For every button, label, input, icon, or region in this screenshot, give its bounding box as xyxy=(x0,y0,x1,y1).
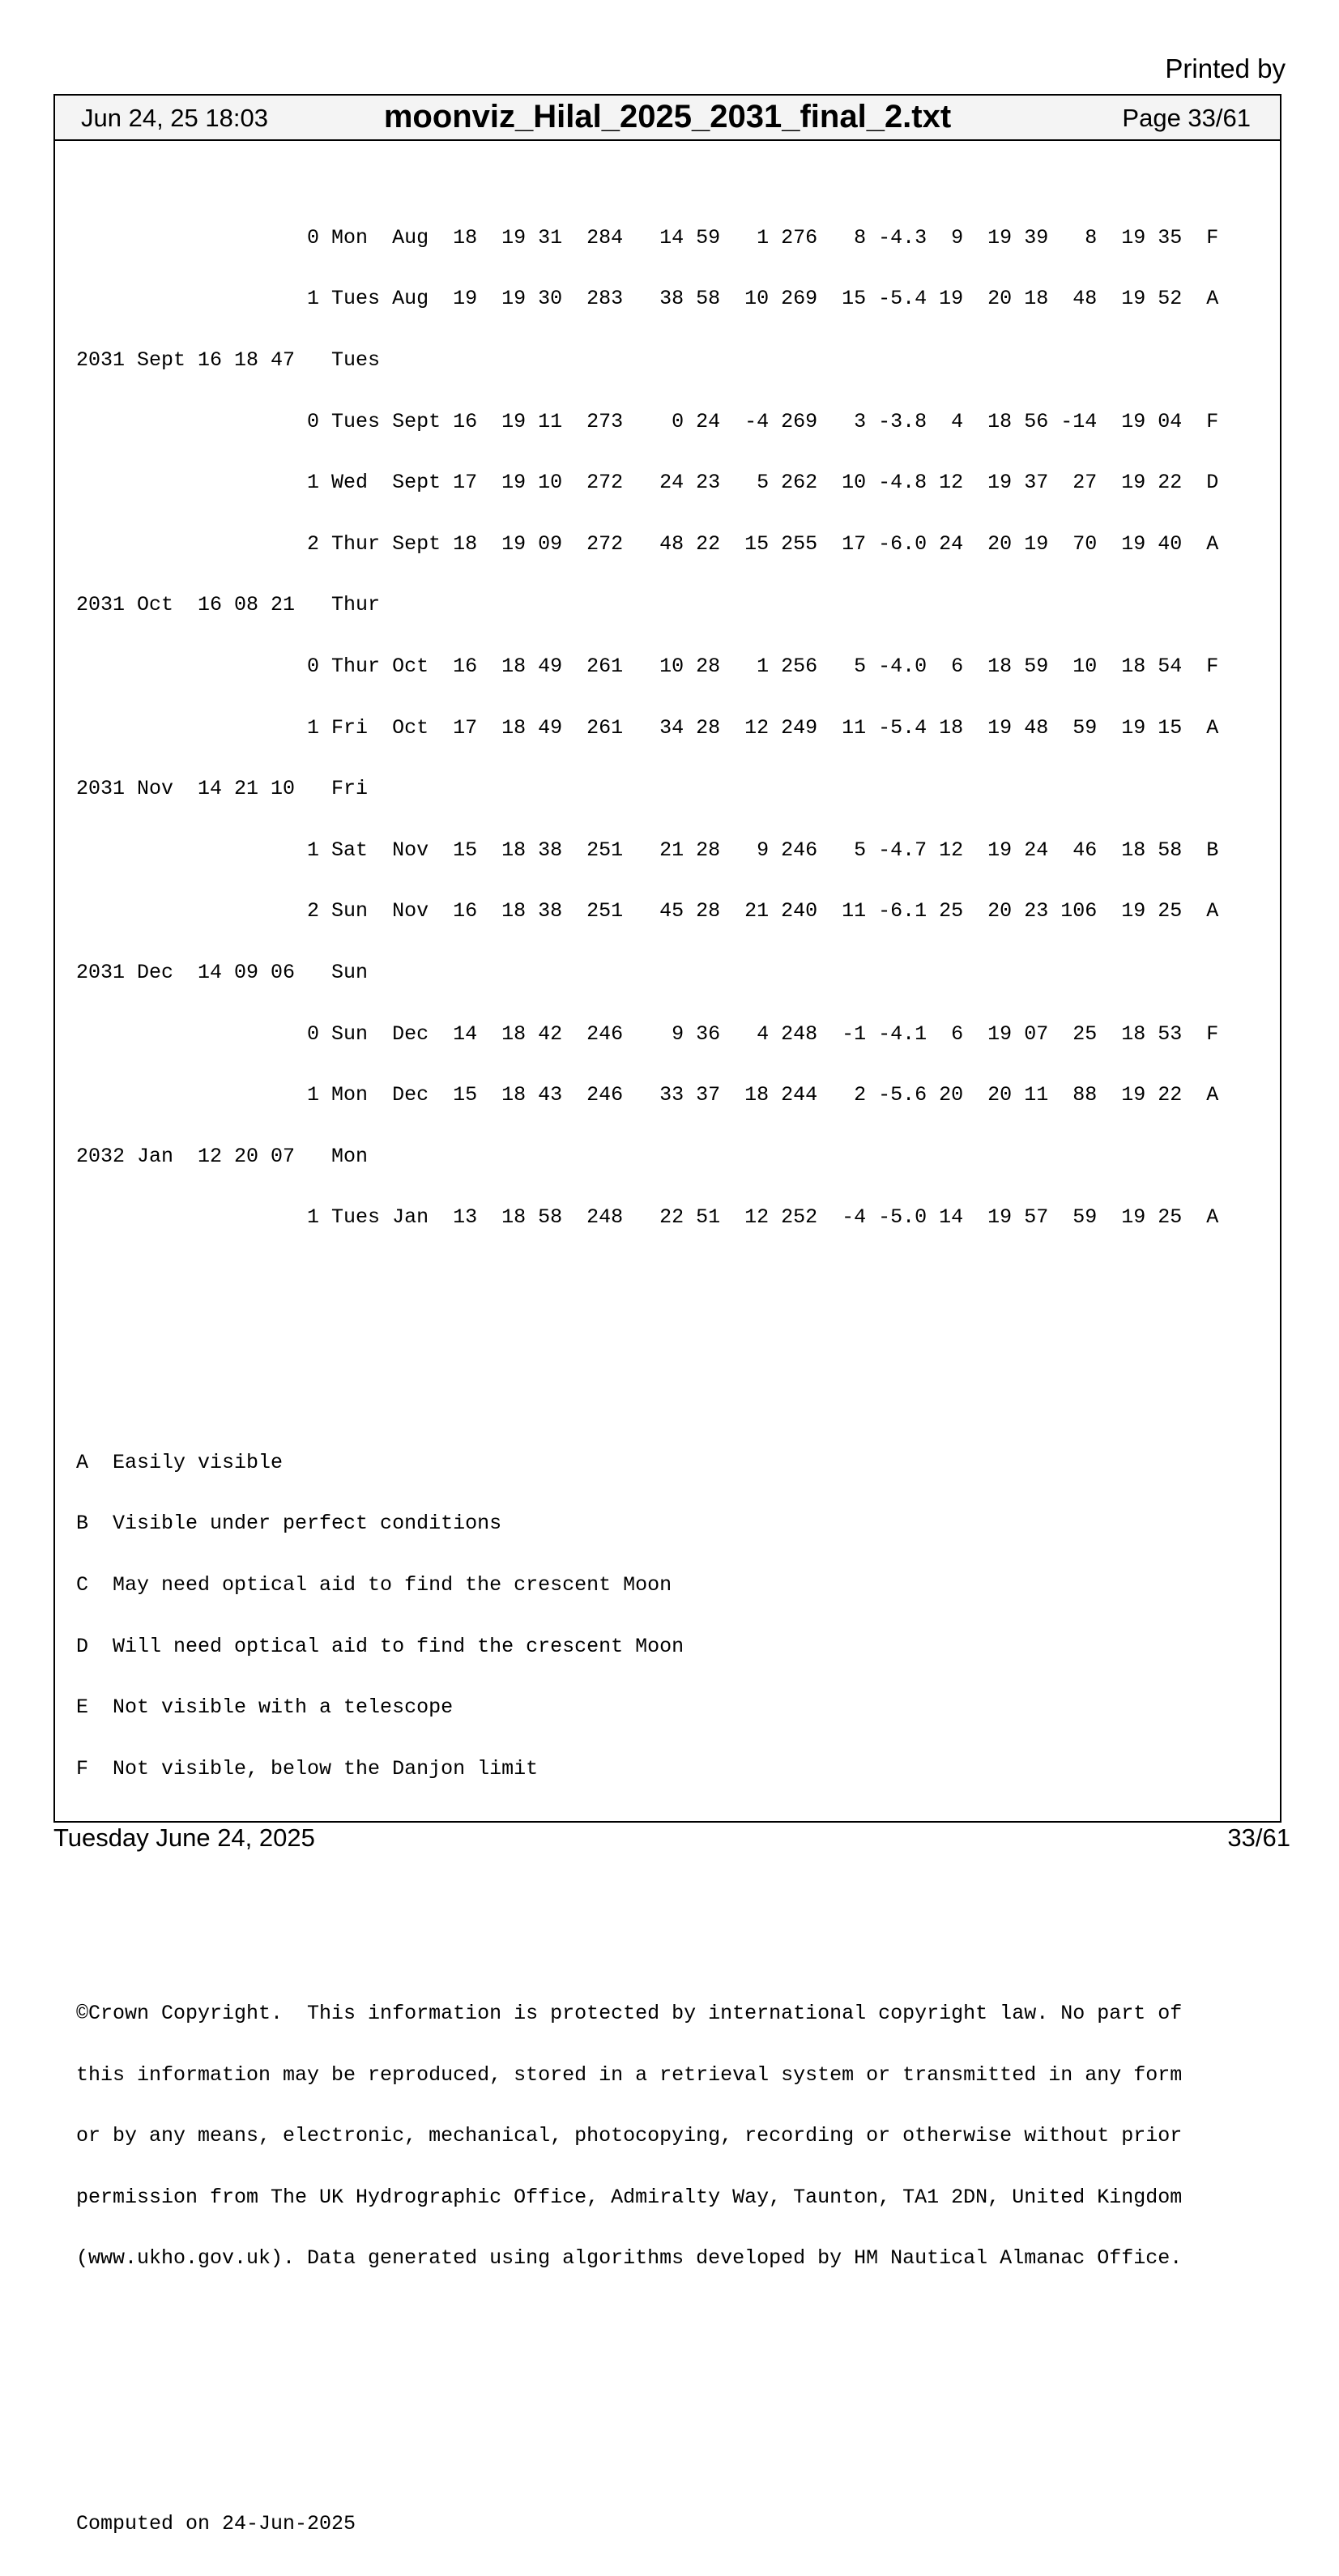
spacer xyxy=(76,1330,1264,1350)
spacer xyxy=(76,1881,1264,1901)
legend-line: C May need optical aid to find the crescent Moon xyxy=(76,1572,672,1597)
table-line: 1 Sat Nov 15 18 38 251 21 28 9 246 5 -4.7 12 19 24 46 18 58 B xyxy=(76,838,1219,862)
visibility-legend xyxy=(76,1411,1264,1819)
table-line: 1 Tues Jan 13 18 58 248 22 51 12 252 -4 -5.0 14 19 57 59 19 25 A xyxy=(76,1205,1219,1230)
legend-line: F Not visible, below the Danjon limit xyxy=(76,1756,539,1781)
table-line: 1 Wed Sept 17 19 10 272 24 23 5 262 10 -4.8 12 19 37 27 19 22 D xyxy=(76,471,1219,495)
footer-date: Tuesday June 24, 2025 xyxy=(53,1823,315,1852)
legend-line: D Will need optical aid to find the crescent Moon xyxy=(76,1634,684,1658)
copyright-line: or by any means, electronic, mechanical, photocopying, recording or otherwise without prior xyxy=(76,2124,1183,2148)
table-line: 0 Thur Oct 16 18 49 261 10 28 1 256 5 -4.0 6 18 59 10 18 54 F xyxy=(76,654,1219,678)
header-timestamp: Jun 24, 25 18:03 xyxy=(81,104,268,132)
table-line: 0 Sun Dec 14 18 42 246 9 36 4 248 -1 -4.1 6 19 07 25 18 53 F xyxy=(76,1021,1219,1046)
table-line: 0 Mon Aug 18 19 31 284 14 59 1 276 8 -4.3 9 19 39 8 19 35 F xyxy=(76,225,1219,249)
data-table xyxy=(76,186,1264,1269)
document-body xyxy=(76,146,1264,2575)
page-header xyxy=(55,96,1280,141)
table-line: 2032 Jan 12 20 07 Mon xyxy=(76,1144,369,1168)
table-line: 1 Tues Aug 19 19 30 283 38 58 10 269 15 -5.4 19 20 18 48 19 52 A xyxy=(76,287,1219,311)
table-line: 1 Fri Oct 17 18 49 261 34 28 12 249 11 -5.4 18 19 48 59 19 15 A xyxy=(76,715,1219,740)
copyright-line: permission from The UK Hydrographic Office, Admiralty Way, Taunton, TA1 2DN, United Kingdom xyxy=(76,2185,1183,2209)
legend-line: A Easily visible xyxy=(76,1450,284,1474)
table-line: 2031 Dec 14 09 06 Sun xyxy=(76,960,369,984)
spacer xyxy=(76,2432,1264,2452)
computed-on-text: Computed on 24-Jun-2025 xyxy=(76,2512,356,2536)
legend-line: B Visible under perfect conditions xyxy=(76,1512,502,1536)
table-line: 0 Tues Sept 16 19 11 273 0 24 -4 269 3 -3.8 4 18 56 -14 19 04 F xyxy=(76,409,1219,433)
copyright-line: (www.ukho.gov.uk). Data generated using algorithms developed by HM Nautical Almanac Office. xyxy=(76,2246,1183,2271)
table-line: 2031 Oct 16 08 21 Thur xyxy=(76,593,381,617)
copyright-notice xyxy=(76,1963,1264,2309)
header-page-number: Page 33/61 xyxy=(1122,104,1251,132)
printed-by-label: Printed by xyxy=(1165,53,1286,83)
table-line: 2031 Sept 16 18 47 Tues xyxy=(76,348,381,372)
file-title: moonviz_Hilal_2025_2031_final_2.txt xyxy=(383,99,952,134)
table-line: 2 Sun Nov 16 18 38 251 45 28 21 240 11 -6.1 25 20 23 106 19 25 A xyxy=(76,899,1219,923)
table-line: 2031 Nov 14 21 10 Fri xyxy=(76,777,369,801)
spacer xyxy=(76,2371,1264,2391)
copyright-line: ©Crown Copyright. This information is protected by international copyright law. No part of xyxy=(76,2002,1183,2026)
footer-page-number: 33/61 xyxy=(1227,1823,1290,1852)
legend-line: E Not visible with a telescope xyxy=(76,1695,454,1720)
copyright-line: this information may be reproduced, stored in a retrieval system or transmitted in any form xyxy=(76,2062,1183,2087)
table-line: 2 Thur Sept 18 19 09 272 48 22 15 255 17 -6.0 24 20 19 70 19 40 A xyxy=(76,531,1219,556)
table-line: 1 Mon Dec 15 18 43 246 33 37 18 244 2 -5.6 20 20 11 88 19 22 A xyxy=(76,1083,1219,1107)
